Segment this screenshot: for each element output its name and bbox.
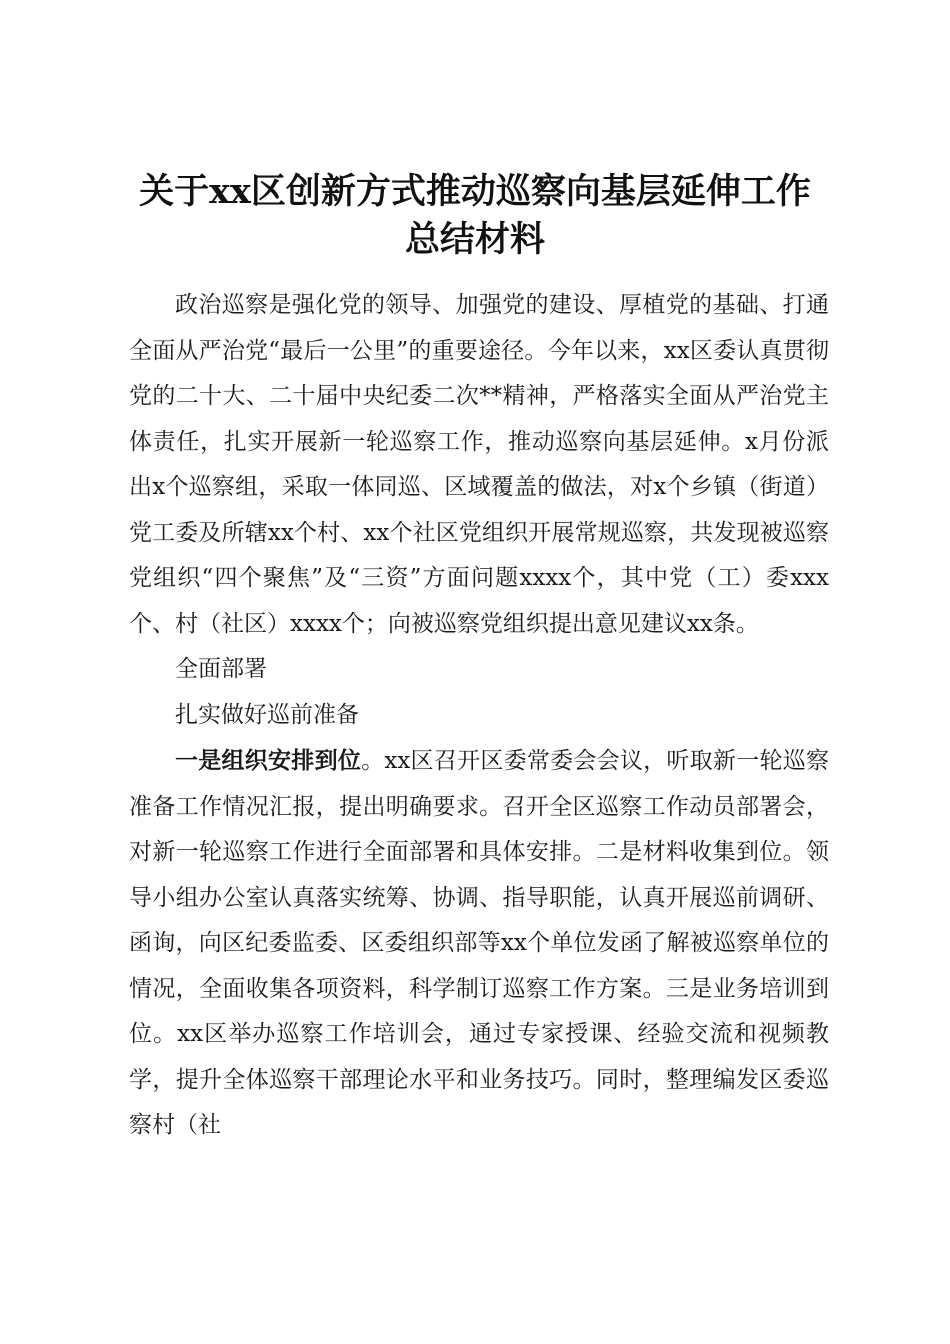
section-heading-deployment: 全面部署	[175, 656, 267, 682]
subsection-heading-preparation: 扎实做好巡前准备	[175, 701, 359, 728]
document-title	[100, 168, 850, 264]
title-line-2: 总结材料	[404, 219, 545, 260]
preparation-paragraph	[129, 738, 829, 1149]
title-line-1: 关于xx区创新方式推动巡察向基层延伸工作	[139, 171, 811, 212]
paragraph-lead-phrase: 一是组织安排到位	[175, 747, 362, 774]
paragraph-text: 。xx区召开区委常委会会议，听取新一轮巡察准备工作情况汇报，提出明确要求。召开全区巡察工作动员部署会，对新一轮巡察工作进行全面部署和具体安排。二是材料收集到位。领导小组办公室认真落实统筹、协调、指导职能，认真开展巡前调研、函询，向区纪委监委、区委组织部等xx个单位发函了解被巡察单位的情况，全面收集各项资料，科学制订巡察工作方案。三是业务培训到位。xx区举办巡察工作培训会，通过专家授课、经验交流和视频教学，提升全体巡察干部理论水平和业务技巧。同时，整理编发区委巡察村（社	[129, 748, 829, 1138]
intro-paragraph: 政治巡察是强化党的领导、加强党的建设、厚植党的基础、打通全面从严治党“最后一公里”的重要途径。今年以来，xx区委认真贯彻党的二十大、二十届中央纪委二次**精神，严格落实全面从严治党主体责任，扎实开展新一轮巡察工作，推动巡察向基层延伸。x月份派出x个巡察组，采取一体同巡、区域覆盖的做法，对x个乡镇（街道）党工委及所辖xx个村、xx个社区党组织开展常规巡察，共发现被巡察党组织“四个聚焦”及“三资”方面问题xxxx个，其中党（工）委xxx个、村（社区）xxxx个；向被巡察党组织提出意见建议xx条。	[129, 292, 829, 637]
document-body	[129, 283, 829, 1149]
